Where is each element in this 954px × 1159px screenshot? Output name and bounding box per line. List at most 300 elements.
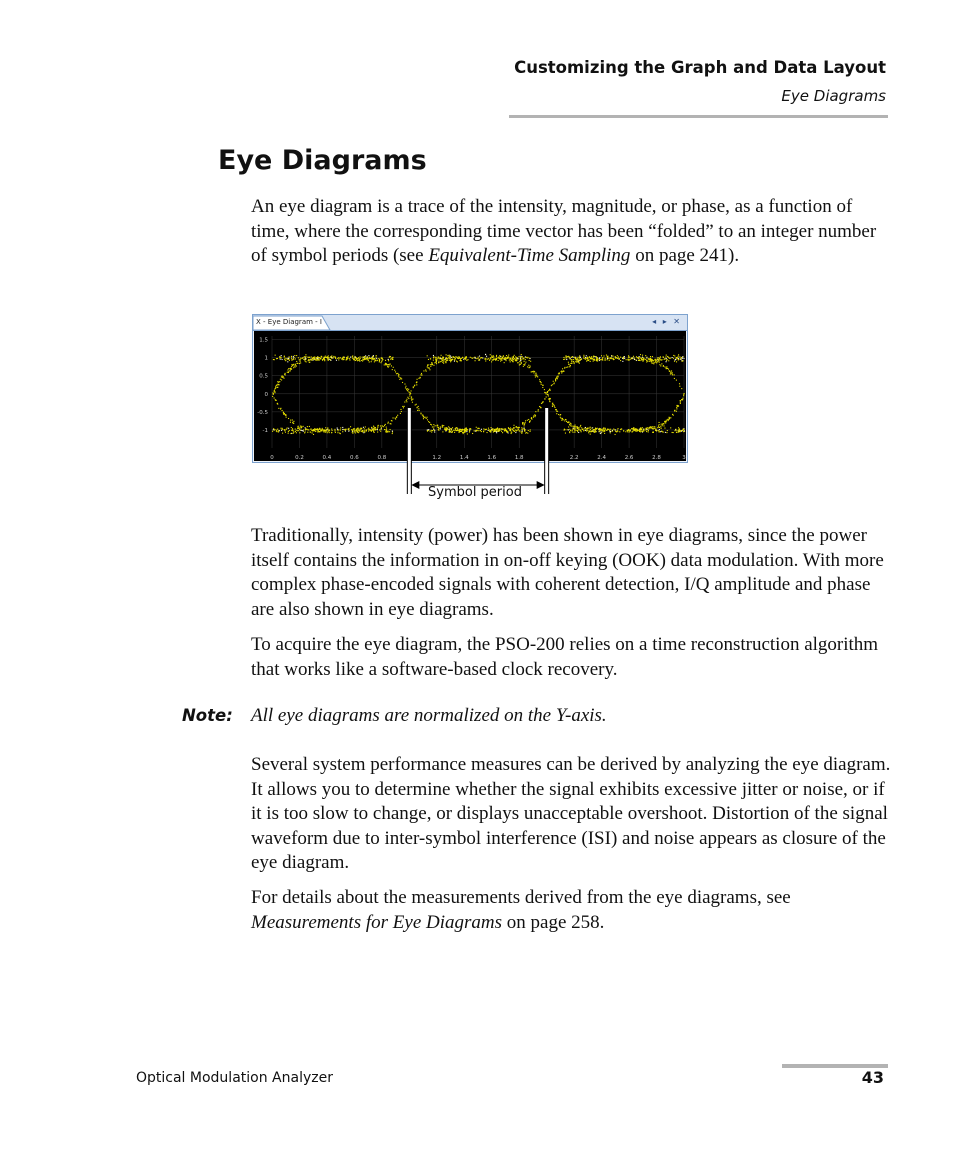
trace-point [407, 388, 408, 389]
trace-point [497, 357, 498, 358]
trace-point [289, 371, 290, 372]
trace-point [590, 361, 591, 362]
trace-point [547, 394, 548, 395]
trace-point [501, 360, 502, 361]
trace-point [617, 357, 618, 358]
trace-point [371, 427, 372, 428]
trace-point [610, 432, 611, 433]
trace-point [649, 361, 650, 362]
trace-point [334, 430, 335, 431]
trace-point [574, 357, 575, 358]
trace-point [574, 363, 575, 364]
trace-point [524, 361, 525, 362]
trace-point [311, 430, 312, 431]
trace-point [431, 362, 432, 363]
trace-point [337, 429, 338, 430]
trace-point [485, 354, 486, 355]
trace-point [601, 355, 602, 356]
trace-point [305, 357, 306, 358]
trace-point [332, 430, 333, 431]
trace-point [274, 429, 275, 430]
trace-point [586, 355, 587, 356]
trace-point [400, 413, 401, 414]
trace-point [443, 359, 444, 360]
trace-point [451, 429, 452, 430]
trace-point [454, 361, 455, 362]
trace-point [529, 360, 530, 361]
trace-point [591, 431, 592, 432]
section-title: Eye Diagrams [218, 145, 427, 176]
trace-point [320, 358, 321, 359]
trace-point [525, 420, 526, 421]
trace-point [683, 358, 684, 359]
trace-point [469, 431, 470, 432]
trace-point [556, 413, 557, 414]
trace-point [683, 395, 684, 396]
trace-point [293, 421, 294, 422]
trace-point [375, 429, 376, 430]
trace-point [375, 360, 376, 361]
trace-point [456, 427, 457, 428]
trace-point [524, 365, 525, 366]
trace-point [348, 429, 349, 430]
trace-point [318, 429, 319, 430]
trace-point [589, 356, 590, 357]
trace-point [659, 427, 660, 428]
trace-point [342, 431, 343, 432]
trace-point [590, 427, 591, 428]
trace-point [658, 430, 659, 431]
trace-point [460, 431, 461, 432]
trace-point [650, 356, 651, 357]
trace-point [524, 429, 525, 430]
trace-point [277, 431, 278, 432]
trace-point [359, 356, 360, 357]
trace-point [373, 428, 374, 429]
x-tick-label: 0.2 [295, 455, 304, 461]
trace-point [377, 360, 378, 361]
y-tick-label: -0.5 [257, 409, 268, 416]
trace-point [285, 358, 286, 359]
trace-point [359, 359, 360, 360]
trace-point [575, 426, 576, 427]
trace-point [443, 363, 444, 364]
trace-point [561, 420, 562, 421]
trace-point [656, 430, 657, 431]
trace-point [387, 366, 388, 367]
trace-point [288, 428, 289, 429]
trace-point [296, 432, 297, 433]
trace-point [676, 411, 677, 412]
trace-point [646, 431, 647, 432]
trace-point [306, 429, 307, 430]
trace-point [548, 399, 549, 400]
trace-point [397, 415, 398, 416]
trace-point [500, 356, 501, 357]
trace-point [612, 431, 613, 432]
trace-point [420, 374, 421, 375]
trace-point [397, 373, 398, 374]
x-tick-label: 1.8 [514, 455, 524, 461]
trace-point [646, 361, 647, 362]
trace-point [638, 430, 639, 431]
trace-point [553, 381, 554, 382]
trace-point [287, 358, 288, 359]
trace-point [411, 390, 412, 391]
trace-point [440, 426, 441, 427]
trace-point [522, 430, 523, 431]
trace-point [398, 374, 399, 375]
trace-point [492, 428, 493, 429]
trace-point [518, 358, 519, 359]
trace-point [527, 357, 528, 358]
trace-point [513, 425, 514, 426]
trace-point [279, 357, 280, 358]
trace-point [556, 378, 557, 379]
trace-point [660, 365, 661, 366]
running-header-title: Customizing the Graph and Data Layout [514, 58, 886, 77]
trace-point [287, 372, 288, 373]
trace-point [377, 427, 378, 428]
trace-point [361, 360, 362, 361]
symbol-period-arrowhead-right [537, 481, 545, 489]
trace-point [538, 409, 539, 410]
trace-point [504, 430, 505, 431]
trace-point [333, 356, 334, 357]
trace-point [409, 392, 410, 393]
trace-point [277, 358, 278, 359]
trace-point [510, 358, 511, 359]
trace-point [289, 356, 290, 357]
trace-point [620, 360, 621, 361]
trace-point [602, 359, 603, 360]
trace-point [528, 367, 529, 368]
trace-point [542, 402, 543, 403]
trace-point [288, 418, 289, 419]
trace-point [435, 425, 436, 426]
trace-point [579, 363, 580, 364]
trace-point [665, 432, 666, 433]
trace-point [605, 360, 606, 361]
trace-point [581, 358, 582, 359]
trace-point [522, 431, 523, 432]
trace-point [618, 356, 619, 357]
trace-point [547, 391, 548, 392]
trace-point [464, 358, 465, 359]
trace-point [661, 424, 662, 425]
trace-point [652, 359, 653, 360]
trace-point [287, 427, 288, 428]
trace-point [663, 425, 664, 426]
trace-point [629, 359, 630, 360]
trace-point [390, 359, 391, 360]
traditional-paragraph: Traditionally, intensity (power) has been shown in eye diagrams, since the power itself contains the information in on-off keying (OOK) data modulation. With more complex phase-encoded signals with coherent detection, I/Q amplitude and phase are also shown in eye diagrams. [251, 525, 884, 620]
trace-point [321, 429, 322, 430]
trace-point [645, 359, 646, 360]
trace-point [659, 357, 660, 358]
trace-point [619, 431, 620, 432]
trace-point [441, 358, 442, 359]
trace-point [524, 425, 525, 426]
trace-point [403, 407, 404, 408]
trace-point [373, 355, 374, 356]
trace-point [523, 366, 524, 367]
trace-point [596, 431, 597, 432]
trace-point [533, 372, 534, 373]
trace-point [433, 365, 434, 366]
trace-point [564, 367, 565, 368]
trace-point [622, 361, 623, 362]
trace-point [283, 414, 284, 415]
trace-point [381, 427, 382, 428]
trace-point [604, 429, 605, 430]
trace-point [364, 359, 365, 360]
trace-point [575, 427, 576, 428]
equivalent-time-sampling-link[interactable]: Equivalent-Time Sampling [428, 245, 631, 266]
trace-point [293, 433, 294, 434]
trace-point [418, 408, 419, 409]
trace-point [329, 432, 330, 433]
trace-point [465, 430, 466, 431]
trace-point [389, 364, 390, 365]
trace-point [368, 428, 369, 429]
trace-point [649, 358, 650, 359]
trace-point [469, 430, 470, 431]
trace-point [288, 372, 289, 373]
trace-point [542, 387, 543, 388]
trace-point [421, 374, 422, 375]
trace-point [517, 359, 518, 360]
trace-point [498, 356, 499, 357]
trace-point [682, 361, 683, 362]
trace-point [599, 431, 600, 432]
trace-point [642, 431, 643, 432]
trace-point [301, 430, 302, 431]
trace-point [604, 433, 605, 434]
trace-point [594, 429, 595, 430]
trace-point [504, 429, 505, 430]
trace-point [485, 359, 486, 360]
trace-point [509, 360, 510, 361]
trace-point [667, 359, 668, 360]
trace-point [299, 363, 300, 364]
trace-point [294, 355, 295, 356]
trace-point [430, 424, 431, 425]
trace-point [532, 371, 533, 372]
trace-point [554, 407, 555, 408]
trace-point [388, 359, 389, 360]
trace-point [655, 362, 656, 363]
trace-point [642, 355, 643, 356]
trace-point [297, 428, 298, 429]
symbol-period-marker [407, 408, 411, 494]
trace-point [678, 431, 679, 432]
trace-point [430, 364, 431, 365]
trace-point [299, 429, 300, 430]
trace-point [576, 361, 577, 362]
trace-point [435, 359, 436, 360]
trace-point [572, 429, 573, 430]
trace-point [286, 358, 287, 359]
trace-point [613, 428, 614, 429]
trace-point [467, 359, 468, 360]
trace-point [389, 356, 390, 357]
trace-point [384, 429, 385, 430]
trace-point [499, 428, 500, 429]
trace-point [513, 427, 514, 428]
trace-point [668, 357, 669, 358]
trace-point [654, 362, 655, 363]
trace-point [496, 429, 497, 430]
trace-point [564, 429, 565, 430]
trace-point [446, 354, 447, 355]
trace-point [447, 428, 448, 429]
trace-point [311, 356, 312, 357]
trace-point [617, 428, 618, 429]
x-tick-label: 2.6 [624, 455, 634, 461]
trace-point [291, 364, 292, 365]
trace-point [385, 424, 386, 425]
trace-point [308, 359, 309, 360]
trace-point [674, 374, 675, 375]
trace-point [665, 356, 666, 357]
trace-point [659, 422, 660, 423]
trace-point [427, 355, 428, 356]
trace-point [676, 430, 677, 431]
trace-point [620, 429, 621, 430]
trace-point [641, 431, 642, 432]
window-controls-icon[interactable]: ◂ ▸ ✕ [652, 317, 682, 326]
trace-point [287, 369, 288, 370]
trace-point [295, 365, 296, 366]
trace-point [423, 418, 424, 419]
trace-point [330, 359, 331, 360]
trace-point [319, 359, 320, 360]
trace-point [299, 427, 300, 428]
trace-point [350, 357, 351, 358]
trace-point [634, 359, 635, 360]
trace-point [626, 359, 627, 360]
trace-point [438, 428, 439, 429]
trace-point [683, 394, 684, 395]
trace-point [345, 430, 346, 431]
trace-point [286, 414, 287, 415]
trace-point [569, 431, 570, 432]
trace-point [423, 370, 424, 371]
trace-point [444, 359, 445, 360]
trace-point [611, 358, 612, 359]
trace-point [327, 432, 328, 433]
trace-point [517, 427, 518, 428]
trace-point [442, 425, 443, 426]
trace-point [607, 356, 608, 357]
trace-point [526, 357, 527, 358]
trace-point [279, 381, 280, 382]
trace-point [624, 358, 625, 359]
measurements-link[interactable]: Measurements for Eye Diagrams [251, 911, 503, 933]
trace-point [519, 430, 520, 431]
trace-point [472, 358, 473, 359]
trace-point [275, 355, 276, 356]
trace-point [553, 383, 554, 384]
trace-point [441, 361, 442, 362]
trace-point [409, 394, 410, 395]
trace-point [645, 428, 646, 429]
trace-point [442, 427, 443, 428]
trace-point [679, 386, 680, 387]
trace-point [373, 431, 374, 432]
trace-point [319, 431, 320, 432]
trace-point [436, 359, 437, 360]
trace-point [426, 371, 427, 372]
trace-point [506, 360, 507, 361]
trace-point [601, 429, 602, 430]
trace-point [459, 431, 460, 432]
trace-point [520, 359, 521, 360]
trace-point [283, 412, 284, 413]
trace-point [416, 382, 417, 383]
trace-point [340, 427, 341, 428]
trace-point [292, 430, 293, 431]
trace-point [451, 360, 452, 361]
x-tick-label: 2.2 [569, 455, 579, 461]
trace-point [428, 429, 429, 430]
trace-point [638, 357, 639, 358]
trace-point [672, 432, 673, 433]
trace-point [615, 434, 616, 435]
trace-point [465, 359, 466, 360]
trace-point [644, 358, 645, 359]
trace-point [337, 430, 338, 431]
trace-point [399, 377, 400, 378]
trace-point [411, 398, 412, 399]
details-paragraph [251, 886, 891, 935]
trace-point [388, 422, 389, 423]
trace-point [666, 432, 667, 433]
trace-point [480, 430, 481, 431]
trace-point [289, 430, 290, 431]
trace-point [448, 429, 449, 430]
trace-point [658, 357, 659, 358]
trace-point [287, 359, 288, 360]
trace-point [496, 356, 497, 357]
trace-point [392, 417, 393, 418]
trace-point [486, 429, 487, 430]
trace-point [609, 430, 610, 431]
trace-point [469, 428, 470, 429]
trace-point [408, 391, 409, 392]
trace-point [642, 361, 643, 362]
trace-point [316, 357, 317, 358]
trace-point [310, 429, 311, 430]
note-label: Note: [182, 706, 233, 725]
trace-point [429, 422, 430, 423]
trace-point [365, 355, 366, 356]
trace-point [678, 359, 679, 360]
trace-point [641, 429, 642, 430]
trace-point [282, 433, 283, 434]
trace-point [290, 368, 291, 369]
trace-point [563, 359, 564, 360]
trace-point [571, 363, 572, 364]
window-tab-label[interactable]: X - Eye Diagram - I [256, 318, 322, 326]
trace-point [628, 430, 629, 431]
trace-point [548, 395, 549, 396]
trace-point [305, 358, 306, 359]
trace-point [293, 364, 294, 365]
trace-point [404, 401, 405, 402]
trace-point [520, 356, 521, 357]
